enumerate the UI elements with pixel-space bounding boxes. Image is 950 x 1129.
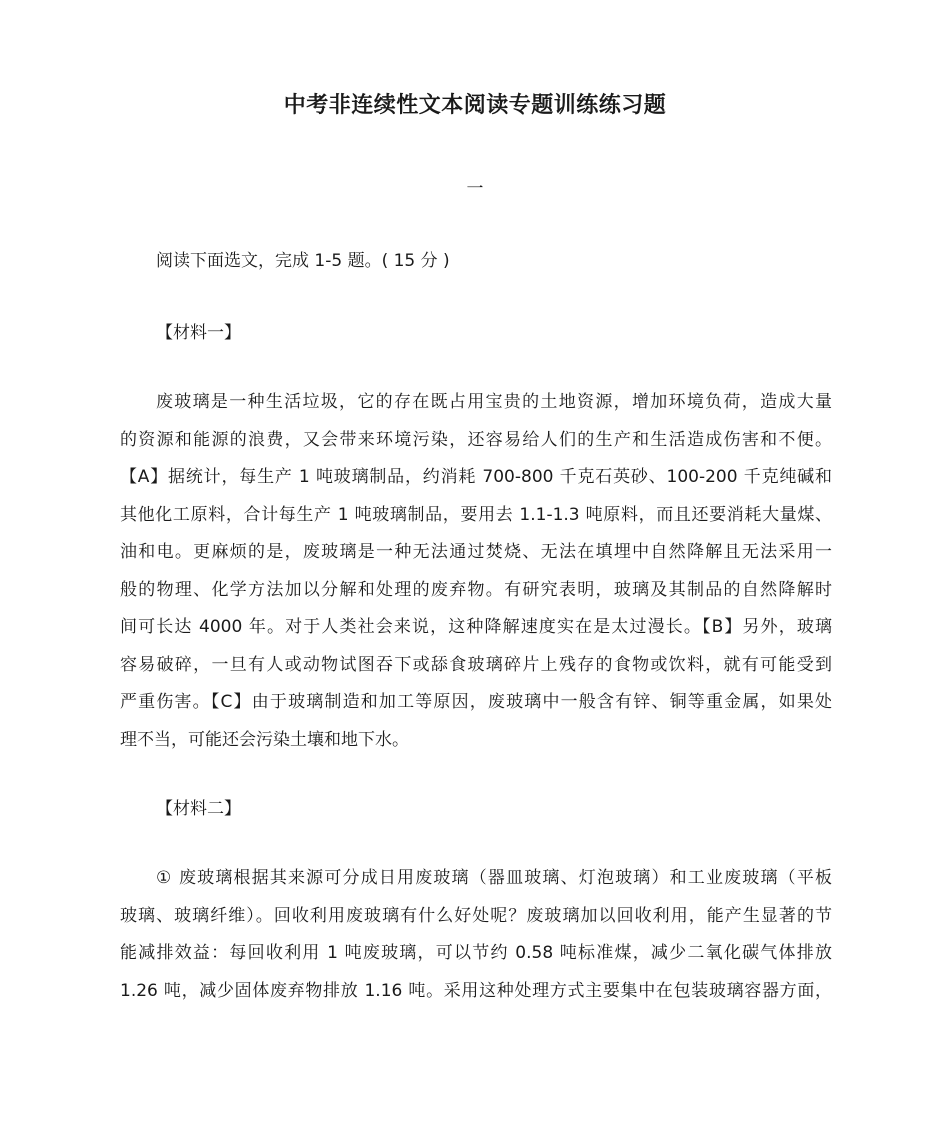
paragraph-line: 般的物理、化学方法加以分解和处理的废弃物。有研究表明，玻璃及其制品的自然降解时	[120, 579, 832, 600]
paragraph-line: 能减排效益：每回收利用 1 吨废玻璃，可以节约 0.58 吨标准煤，减少二氧化碳气体排放	[120, 943, 832, 963]
paragraph-line: 容易破碎，一旦有人或动物试图吞下或舔食玻璃碎片上残存的食物或饮料，就有可能受到	[120, 654, 832, 675]
paragraph-line: 废玻璃是一种生活垃圾，它的存在既占用宝贵的土地资源，增加环境负荷，造成大量	[156, 392, 832, 412]
paragraph-line: 玻璃、玻璃纤维）。回收利用废玻璃有什么好处呢？废玻璃加以回收利用，能产生显著的节	[120, 905, 832, 926]
paragraph-line: 间可长达 4000 年。对于人类社会来说，这种降解速度实在是太过漫长。【B】另外，玻璃	[120, 617, 832, 637]
paragraph-line: 1.26 吨，减少固体废弃物排放 1.16 吨。采用这种处理方式主要集中在包装玻璃容器方面，	[120, 980, 832, 1001]
paragraph-line: 其他化工原料，合计每生产 1 吨玻璃制品，要用去 1.1-1.3 吨原料，而且还要消耗大量煤、	[120, 504, 832, 525]
material-one-paragraph	[120, 384, 832, 759]
material-one-heading: 【材料一】	[156, 323, 241, 343]
document-title: 中考非连续性文本阅读专题训练练习题	[283, 93, 667, 118]
paragraph-line: 理不当，可能还会污染土壤和地下水。	[120, 729, 409, 750]
material-two-paragraph	[120, 860, 832, 1010]
paragraph-line: 严重伤害。【C】由于玻璃制造和加工等原因，废玻璃中一般含有锌、铜等重金属，如果处	[120, 692, 832, 712]
paragraph-line: 油和电。更麻烦的是，废玻璃是一种无法通过焚烧、无法在填埋中自然降解且无法采用一	[120, 542, 832, 562]
instruction-text: 阅读下面选文，完成 1-5 题。( 15 分 )	[156, 251, 450, 271]
material-two-heading: 【材料二】	[156, 799, 241, 819]
paragraph-line: 的资源和能源的浪费，又会带来环境污染，还容易给人们的生产和生活造成伤害和不便。	[120, 429, 832, 450]
section-number: 一	[466, 179, 484, 199]
paragraph-line: ① 废玻璃根据其来源可分成日用废玻璃（器皿玻璃、灯泡玻璃）和工业废玻璃（平板	[156, 868, 832, 888]
paragraph-line: 【A】据统计，每生产 1 吨玻璃制品，约消耗 700-800 千克石英砂、100-200 千克纯碱和	[120, 467, 832, 487]
